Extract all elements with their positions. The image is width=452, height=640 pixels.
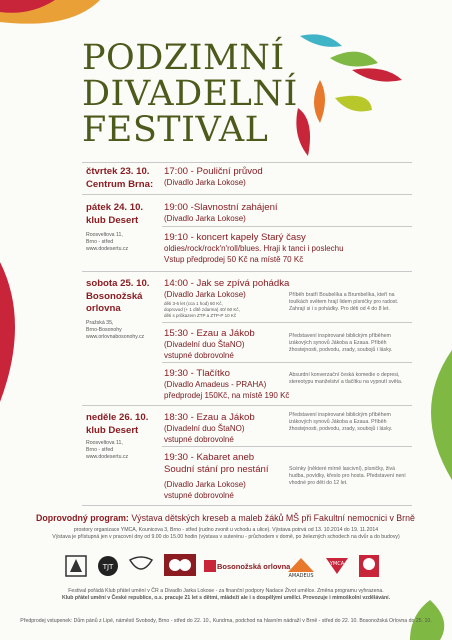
corner-decoration [0,0,100,40]
address-line: www.orlovnabosonohy.cz [86,334,145,340]
event-time: 19:00 -Slavnostní zahájení [164,202,278,213]
orlovna-logo-text: Bosonožská orlovna [217,562,291,571]
venue-line: orlovna [86,303,121,314]
venue-address [86,440,161,461]
address-line: Roosveltova 11, [86,232,123,238]
program-note: prostory organizace YMCA, Kounicova 3, Brno - střed (rudno zvonit u vchodu a ulice). Výstava potrvá od 13. 10.2014 do 19. 11.2014 [73,527,379,533]
event-time: 19:10 - koncert kapely Starý časy [164,232,306,243]
event-time: 14:00 - Jak se zpívá pohádka [164,278,290,289]
masks-logo-icon [164,554,196,578]
venue-line: Centrum Brna: [86,178,154,190]
day-venue [86,166,160,191]
divider [82,505,412,506]
divider [82,405,412,406]
address-line: Brno - střed [86,447,114,453]
address-line: www.dodesertu.cz [86,454,129,460]
day-venue [86,202,160,227]
event-description: Absurdní konverzační česká komedie o depresi, stereotypu manželství a tlačítku na vypnutí světa. [289,372,403,385]
venue-address [86,232,161,253]
divider [162,446,412,447]
title-line-2: DIVADELNÍ [82,74,298,114]
price-line: doprovod (+ 1 dítě zdarma) 40/ 60 Kč, [164,306,240,312]
event-detail: (Divadlo Amadeus - PRAHA) [164,380,267,389]
program-text: Výstava dětských kreseb a maleb žáků MŠ při Fakultní nemocnici v Brně [131,513,415,523]
event-detail: vstupné dobrovolné [164,491,234,500]
title-line-1: PODZIMNÍ [82,38,285,78]
divider [82,162,412,163]
event-detail: vstupné dobrovolné [164,351,234,360]
event-detail: Vstup předprodej 50 Kč na místě 70 Kč [164,255,304,264]
day-venue [86,278,160,316]
event-time-continued: Soudní stání pro nestání [164,464,269,475]
venue-address [86,320,161,341]
event-detail: oldies/rock/rock'n'roll/blues. Hraji k tanci i poslechu [164,244,344,253]
festival-title [82,40,322,148]
kpu-logo-icon [64,554,88,578]
program-label: Doprovodný program: [36,513,129,523]
venue-line: pátek 24. 10. [86,202,144,213]
footer-line: Festival pořádá Klub přátel umění v ČR a Divadlo Jarka Lokose - za finanční podpory Nadace Život umělce. Změna programu vyhrazena. [68,588,384,594]
divider [82,194,412,195]
skull-logo-icon [358,554,380,578]
address-line: Pražská 35, [86,320,114,326]
event-detail: (Divadlo Jarka Lokose) [164,480,246,489]
tjt-logo-icon [96,554,120,578]
price-line: děti 3-6 let (cca 1 hod) 60 Kč, [164,301,223,306]
venue-line: neděle 26. 10. [86,412,149,423]
event-detail: (Divadlo Jarka Lokose) [164,214,246,223]
event-time: 17:00 - Pouliční průvod [164,166,263,177]
venue-line: klub Desert [86,214,139,226]
svg-text:AMADEUS: AMADEUS [288,573,314,578]
event-price-note [164,301,240,318]
venue-line: čtvrtek 23. 10. [86,166,150,177]
event-time: 19:30 - Tlačítko [164,368,230,379]
svg-text:YMCA: YMCA [329,561,345,567]
program-note: Výstava je přístupná jen v pracovní dny od 9.00 do 15.00 hodin (výstava v suterénu - průchodem v domě, po železných schodech na dvůr a do budovy) [52,534,400,540]
event-detail: (Divadlo Jarka Lokose) [164,178,246,187]
event-detail: (Divadelní duo ŠtaNO) [164,424,245,433]
amadeus-logo-icon [284,554,318,578]
ymca-logo-icon [324,554,350,578]
orlovna-logo-icon [204,554,216,578]
day-venue [86,412,160,437]
title-line-3: FESTIVAL [82,110,269,150]
event-time: 15:30 - Ezau a Jákob [164,328,255,339]
event-description: Příběh bratří Boubelíka a Brumbelíka, kteří na toulkách světem hrají lidem písničky pro radost. Zahrají si i s pohádky. Pro děti od 4 do 8 let. [289,292,399,312]
event-description: Představení inspirované biblickým příběhem izákových synovů Jákoba a Ezaua. Příběh žhostejnosti, podvodu, zrady, soubojů i lásky. [289,412,393,432]
sponsor-logos [62,554,382,580]
venue-line: sobota 25. 10. [86,278,150,289]
event-time: 19:30 - Kabaret aneb [164,452,255,463]
venue-line: klub Desert [86,424,139,436]
left-red-shape [0,262,28,402]
jja-logo-icon [126,554,156,578]
svg-text:TJT: TJT [102,563,114,571]
divider [162,322,412,323]
address-line: Roosveltova 11, [86,440,123,446]
accompanying-program [36,513,436,524]
divider [162,362,412,363]
event-detail: (Divadelní duo ŠtaNO) [164,340,245,349]
event-detail: předprodej 150Kč, na místě 190 Kč [164,391,290,400]
venue-line: Bosonožská [86,290,143,302]
event-time: 18:30 - Ezau a Jákob [164,412,255,423]
event-description: Scénky (některé mírně lascivní), písničky, živá hudba, povídky, křeslo pro hosta. Představení není vhodné pro děti do 12 let. [289,466,406,486]
divider [162,226,412,227]
address-line: Brno-Bosonohy [86,327,122,333]
event-detail: vstupné dobrovolné [164,435,234,444]
divider [82,271,412,272]
address-line: www.dodesertu.cz [86,246,129,252]
footer-line: Klub přátel umění v České republice, o.s. pracuje 21 let s dětmi, mládeží ale i s dospělými umělci. Provozuje i mimoškolní vzdělávání. [61,595,391,601]
address-line: Brno - střed [86,239,114,245]
event-description: Představení inspirované biblickým příběhem izákových synovů Jákoba a Ezaua. Příběh žhostejnosti, podvodu, zrady, soubojů i lásky. [289,333,393,353]
footer-line: Předprodej vstupenek: Dům pánů z Lipé, náměstí Svobody, Brno - střed do 22. 10., Kundrna, podchod na hlavním nádraží v Brně - střed do 22. 10. Bosonožská Orlovna do 25. 10. [20,618,432,624]
event-detail: (Divadlo Jarka Lokose) [164,290,246,299]
price-line: děti s průkazem ZTP a ZTP-P 10 Kč [164,312,237,318]
right-green-shape [410,350,452,480]
